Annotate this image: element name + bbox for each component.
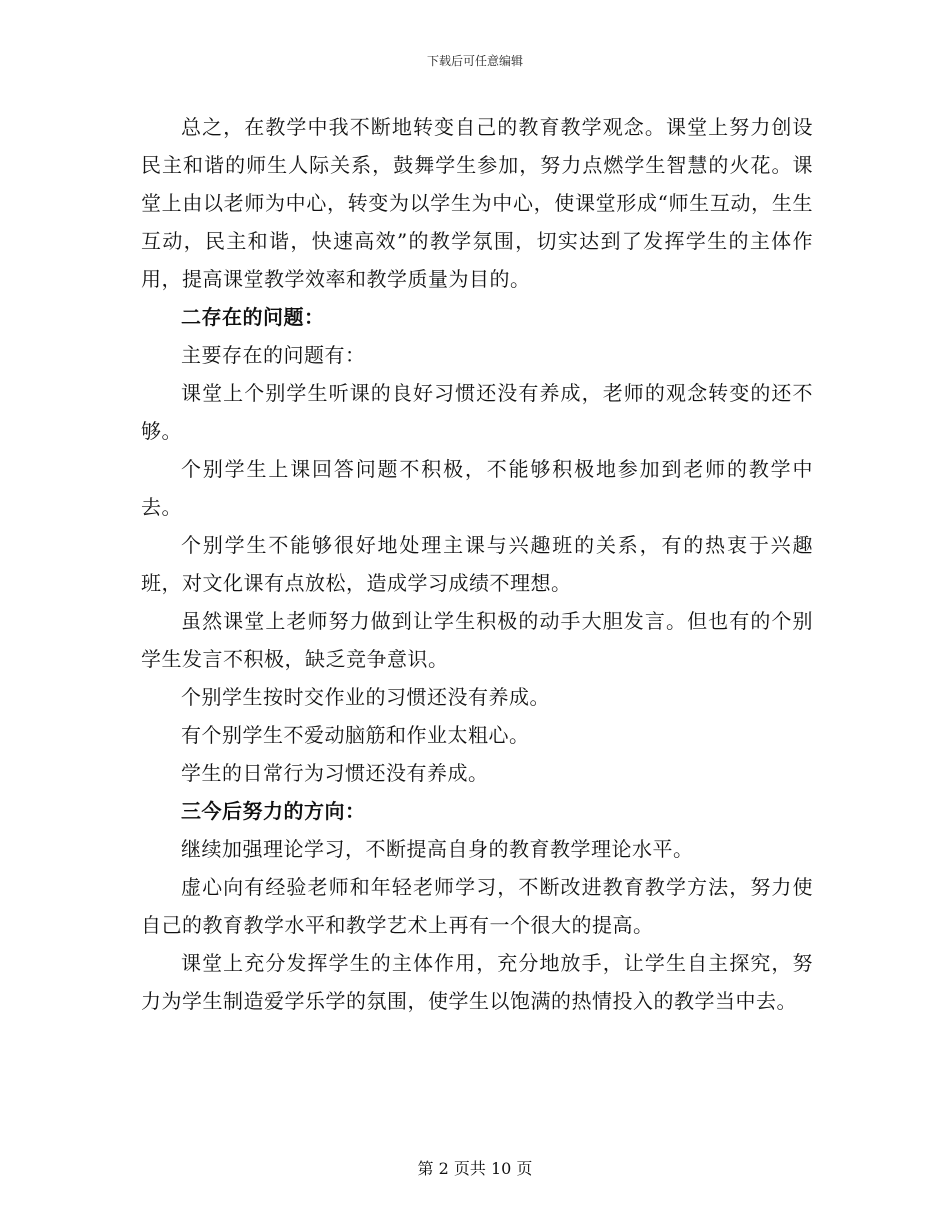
paragraph-summary: 总之，在教学中我不断地转变自己的教育教学观念。课堂上努力创设民主和谐的师生人际关系，鼓舞学生参加，努力点燃学生智慧的火花。课堂上由以老师为中心，转变为以学生为中心，使课堂形成“师生互动，生生互动，民主和谐，快速高效”的教学氛围，切实达到了发挥学生的主体作用，提高课堂教学效率和教学质量为目的。 [141, 115, 813, 291]
page-footer: 第 2 页共 10 页 [417, 1159, 533, 1178]
paragraph-direction-1: 继续加强理论学习，不断提高自身的教育教学理论水平。 [181, 837, 694, 861]
document-body [141, 108, 813, 1020]
paragraph-direction-3: 课堂上充分发挥学生的主体作用，充分地放手，让学生自主探究，努力为学生制造爱学乐学的氛围，使学生以饱满的热情投入的教学当中去。 [141, 951, 813, 1013]
paragraph-problems-intro: 主要存在的问题有： [181, 343, 366, 367]
paragraph-problem-7: 学生的日常行为习惯还没有养成。 [181, 761, 489, 785]
paragraph-problem-6: 有个别学生不爱动脑筋和作业太粗心。 [181, 723, 530, 747]
paragraph-problem-4: 虽然课堂上老师努力做到让学生积极的动手大胆发言。但也有的个别学生发言不积极，缺乏竞争意识。 [141, 609, 813, 671]
paragraph-problem-3: 个别学生不能够很好地处理主课与兴趣班的关系，有的热衷于兴趣班，对文化课有点放松，造成学习成绩不理想。 [141, 533, 813, 595]
paragraph-direction-2: 虚心向有经验老师和年轻老师学习，不断改进教育教学方法，努力使自己的教育教学水平和教学艺术上再有一个很大的提高。 [141, 875, 813, 937]
paragraph-problem-2: 个别学生上课回答问题不积极，不能够积极地参加到老师的教学中去。 [141, 457, 813, 519]
section-heading-direction: 三今后努力的方向： [181, 799, 366, 823]
page-header: 下载后可任意编辑 [426, 54, 523, 68]
paragraph-problem-5: 个别学生按时交作业的习惯还没有养成。 [181, 685, 550, 709]
section-heading-problems: 二存在的问题： [181, 305, 325, 329]
paragraph-problem-1: 课堂上个别学生听课的良好习惯还没有养成，老师的观念转变的还不够。 [141, 381, 813, 443]
